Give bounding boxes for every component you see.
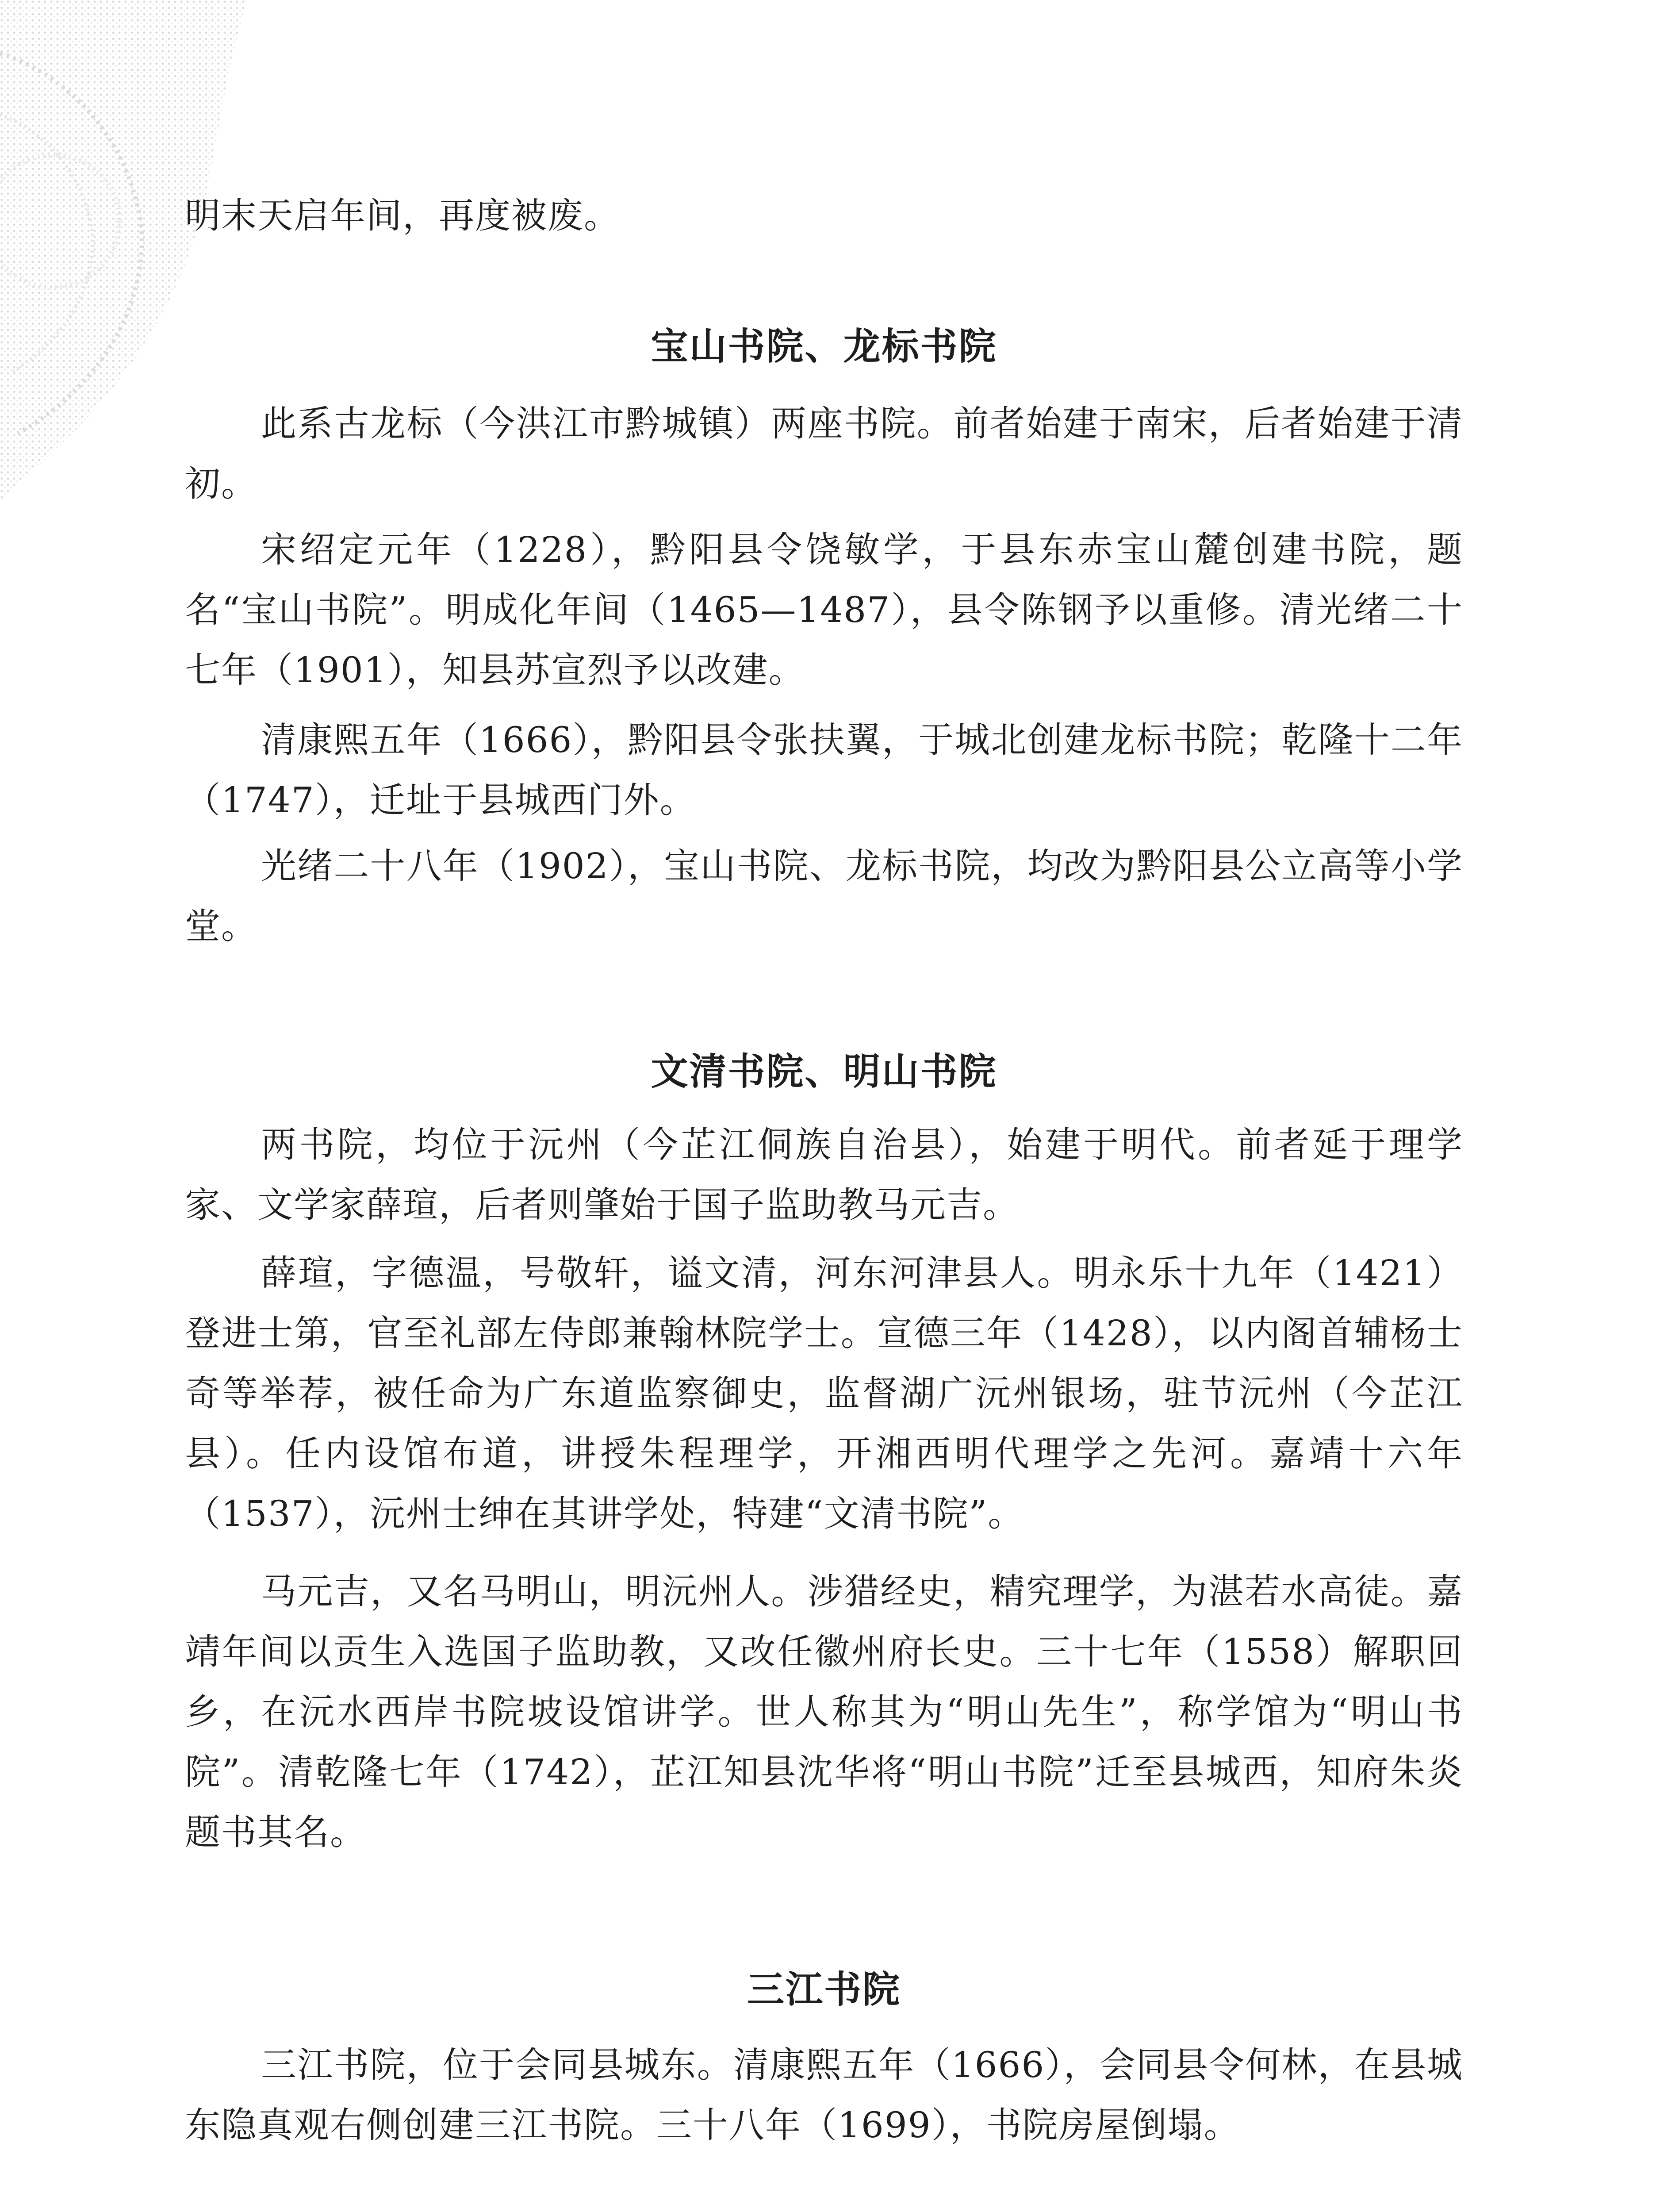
section-heading-baoshan-longbiao: 宝山书院、龙标书院 [651,324,997,368]
section-heading-sanjiang: 三江书院 [747,1967,901,2011]
continuation-paragraph: 明末天启年间，再度被废。 [185,195,620,236]
paragraph: 光绪二十八年（1902），宝山书院、龙标书院，均改为黔阳县公立高等小学堂。 [185,845,1463,947]
section-heading-wenqing-mingshan: 文清书院、明山书院 [651,1049,997,1093]
paragraph: 宋绍定元年（1228），黔阳县令饶敏学，于县东赤宝山麓创建书院，题名“宝山书院”。明成化年间（1465—1487），县令陈钢予以重修。清光绪二十七年（1901），知县苏宣烈予以改建。 [185,529,1463,691]
paragraph: 三江书院，位于会同县城东。清康熙五年（1666），会同县令何林，在县城东隐真观右侧创建三江书院。三十八年（1699），书院房屋倒塌。 [185,2044,1463,2146]
paragraph: 清康熙五年（1666），黔阳县令张扶翼，于城北创建龙标书院；乾隆十二年（1747），迁址于县城西门外。 [185,719,1463,821]
paragraph: 两书院，均位于沅州（今芷江侗族自治县），始建于明代。前者延于理学家、文学家薛瑄，后者则肇始于国子监助教马元吉。 [185,1124,1463,1225]
paragraph: 马元吉，又名马明山，明沅州人。涉猎经史，精究理学，为湛若水高徒。嘉靖年间以贡生入选国子监助教，又改任徽州府长史。三十七年（1558）解职回乡，在沅水西岸书院坡设馆讲学。世人称其为“明山先生”，称学馆为“明山书院”。清乾隆七年（1742），芷江知县沈华将“明山书院”迁至县城西，知府朱炎题书其名。 [185,1571,1463,1853]
paragraph: 此系古龙标（今洪江市黔城镇）两座书院。前者始建于南宋，后者始建于清初。 [185,403,1463,504]
paragraph: 薛瑄，字德温，号敬轩，谥文清，河东河津县人。明永乐十九年（1421）登进士第，官至礼部左侍郎兼翰林院学士。宣德三年（1428），以内阁首辅杨士奇等举荐，被任命为广东道监察御史，监督湖广沅州银场，驻节沅州（今芷江县）。任内设馆布道，讲授朱程理学，开湘西明代理学之先河。嘉靖十六年（1537），沅州士绅在其讲学处，特建“文清书院”。 [185,1252,1463,1534]
